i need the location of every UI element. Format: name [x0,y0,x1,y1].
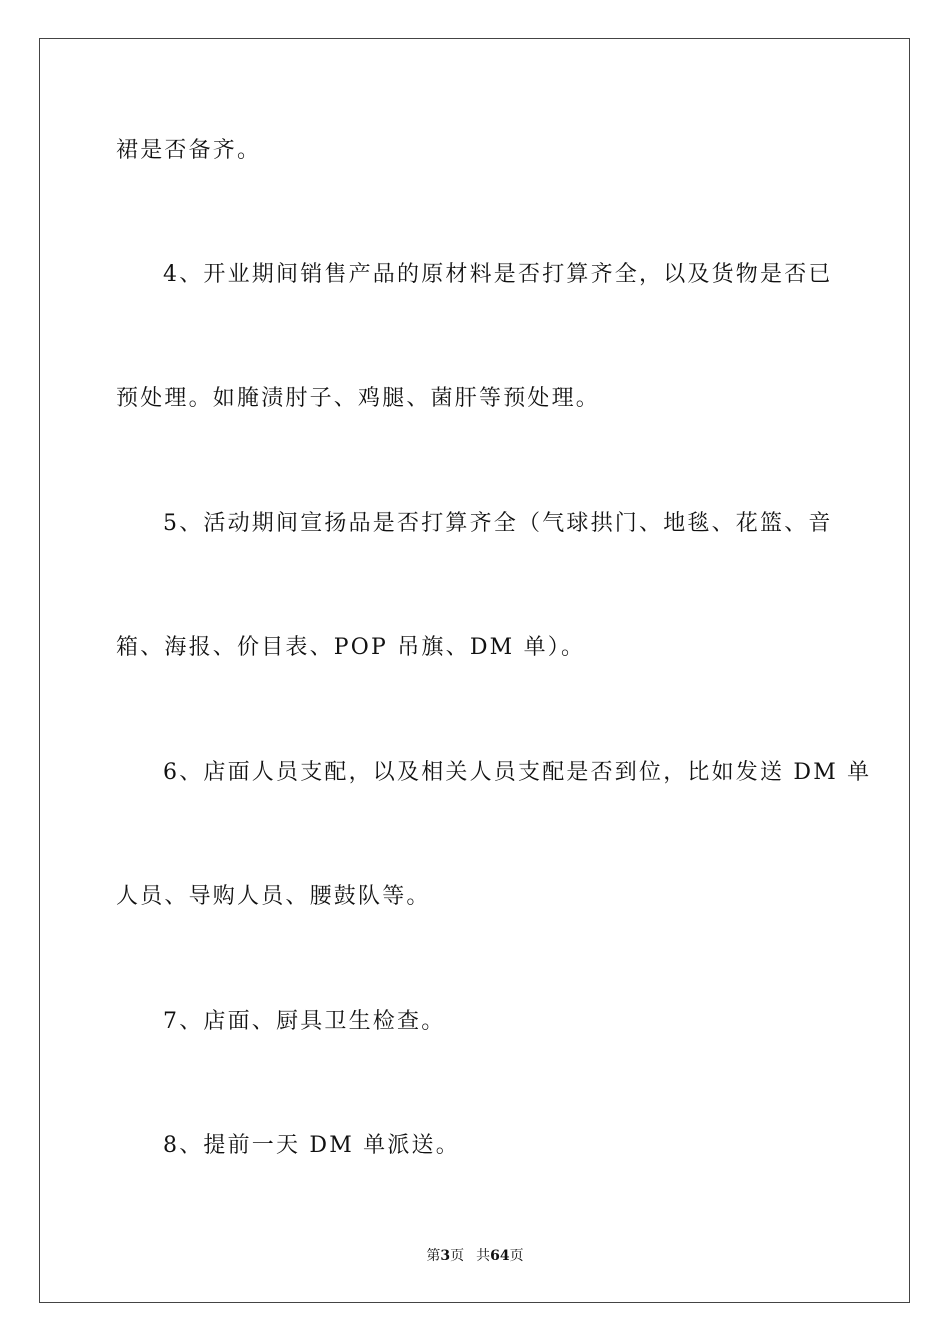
footer-total-prefix: 共 [476,1248,491,1264]
text-line-7: 人员、导购人员、腰鼓队等。 [116,884,431,909]
footer-page-number: 3 [440,1248,451,1264]
text-line-9: 8、提前一天 DM 单派送。 [163,1133,460,1158]
text-line-6: 6、店面人员支配，以及相关人员支配是否到位，比如发送 DM 单 [163,760,872,785]
page-footer [0,1247,950,1265]
footer-total-suffix: 页 [509,1248,524,1264]
footer-total-pages: 64 [490,1248,510,1264]
footer-page-prefix: 第 [426,1248,441,1264]
text-line-5: 箱、海报、价目表、POP 吊旗、DM 单）。 [116,635,586,660]
footer-page-suffix: 页 [450,1248,465,1264]
text-line-3: 预处理。如腌渍肘子、鸡腿、菌肝等预处理。 [116,386,601,411]
text-line-8: 7、店面、厨具卫生检查。 [163,1009,446,1034]
text-line-4: 5、活动期间宣扬品是否打算齐全（气球拱门、地毯、花篮、音 [163,511,833,536]
page-frame [39,38,910,1303]
text-line-2: 4、开业期间销售产品的原材料是否打算齐全，以及货物是否已 [163,262,833,287]
text-line-1: 裙是否备齐。 [116,138,262,163]
